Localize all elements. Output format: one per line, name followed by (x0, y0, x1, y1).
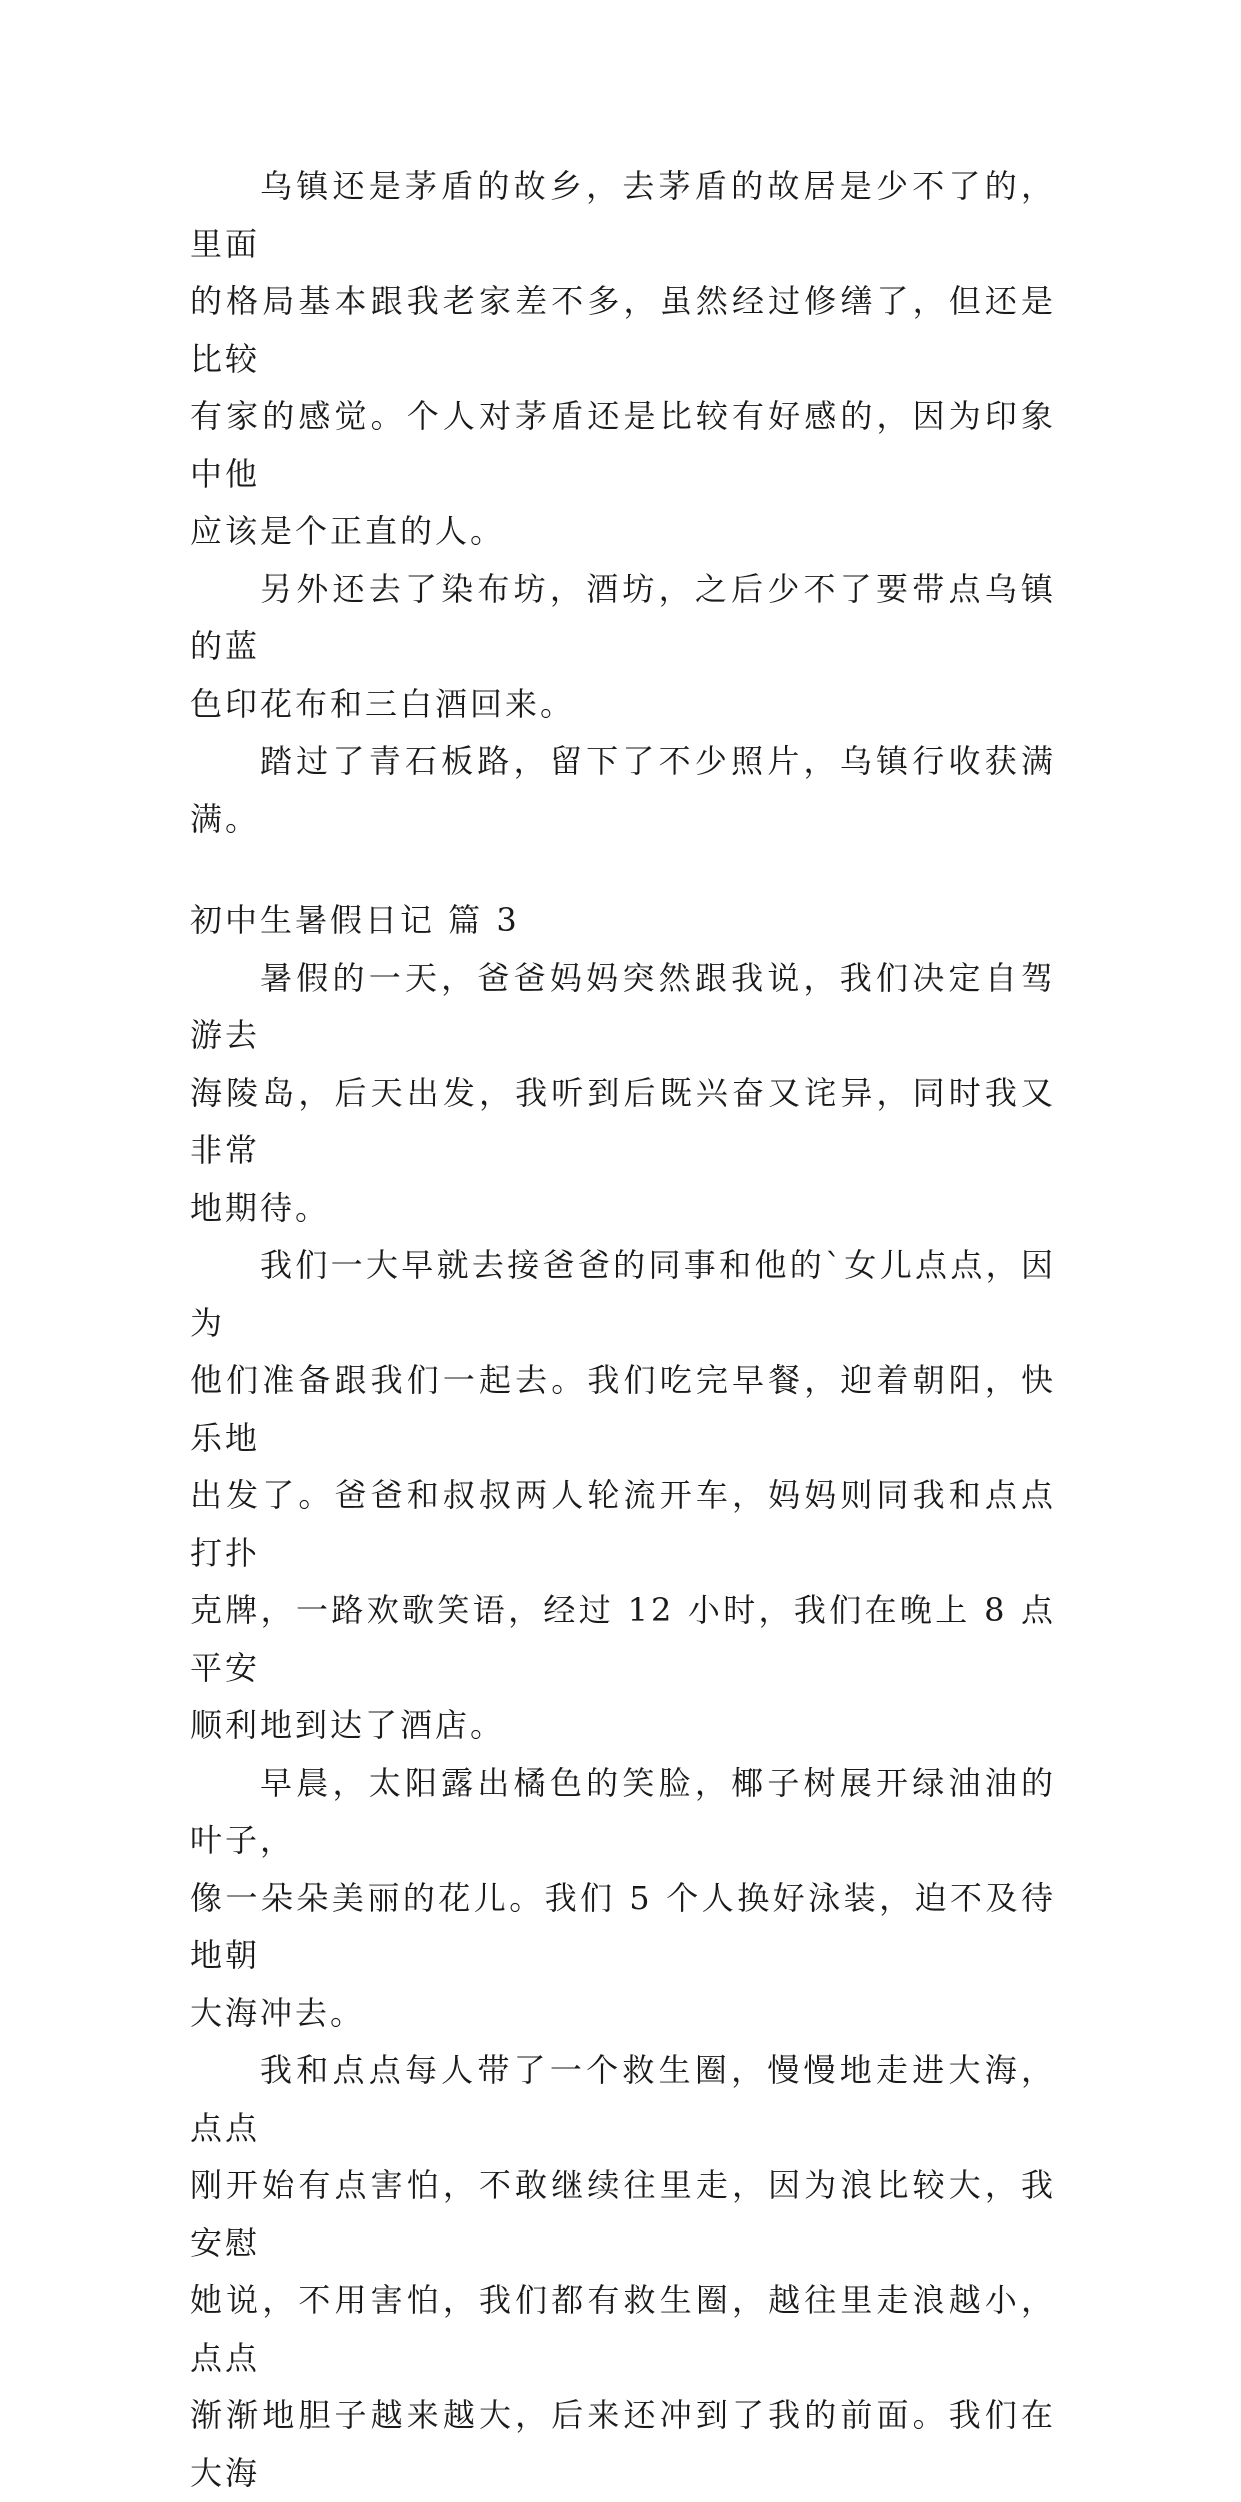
paragraph-maodun-former-residence: 乌镇还是茅盾的故乡，去茅盾的故居是少不了的，里面 的格局基本跟我老家差不多，虽然经过修缮了，但还是比较 有家的感觉。个人对茅盾还是比较有好感的，因为印象中他 应该是个正直的人。 (190, 167, 1056, 550)
paragraph-departure: 我们一大早就去接爸爸的同事和他的`女儿点点，因为 他们准备跟我们一起去。我们吃完早餐，迎着朝阳，快乐地 出发了。爸爸和叔叔两人轮流开车，妈妈则同我和点点打扑 克牌，一路欢歌笑语，经过 12 小时，我们在晚上 8 点平安 顺利地到达了酒店。 (190, 1246, 1056, 1744)
paragraph-morning: 早晨，太阳露出橘色的笑脸，椰子树展开绿油油的叶子， 像一朵朵美丽的花儿。我们 5 个人换好泳装，迫不及待地朝 大海冲去。 (190, 1763, 1056, 2032)
paragraph-swimming: 我和点点每人带了一个救生圈，慢慢地走进大海，点点 刚开始有点害怕，不敢继续往里走，因为浪比较大，我安慰 她说，不用害怕，我们都有救生圈，越往里走浪越小，点点 渐渐地胆子越来越大，后来还冲到了我的前面。我们在大海 (190, 2051, 1056, 2492)
paragraph-summer-day: 暑假的一天，爸爸妈妈突然跟我说，我们决定自驾游去 海陵岛，后天出发，我听到后既兴奋又诧异，同时我又非常 地期待。 (190, 958, 1056, 1227)
paragraph-dyeing-workshop: 另外还去了染布坊，酒坊，之后少不了要带点乌镇的蓝 色印花布和三白酒回来。 (190, 569, 1056, 723)
section-heading: 初中生暑假日记 篇 3 (190, 901, 520, 939)
paragraph-stone-road: 踏过了青石板路，留下了不少照片，乌镇行收获满满。 (190, 742, 1056, 838)
document-body (190, 158, 1056, 2502)
